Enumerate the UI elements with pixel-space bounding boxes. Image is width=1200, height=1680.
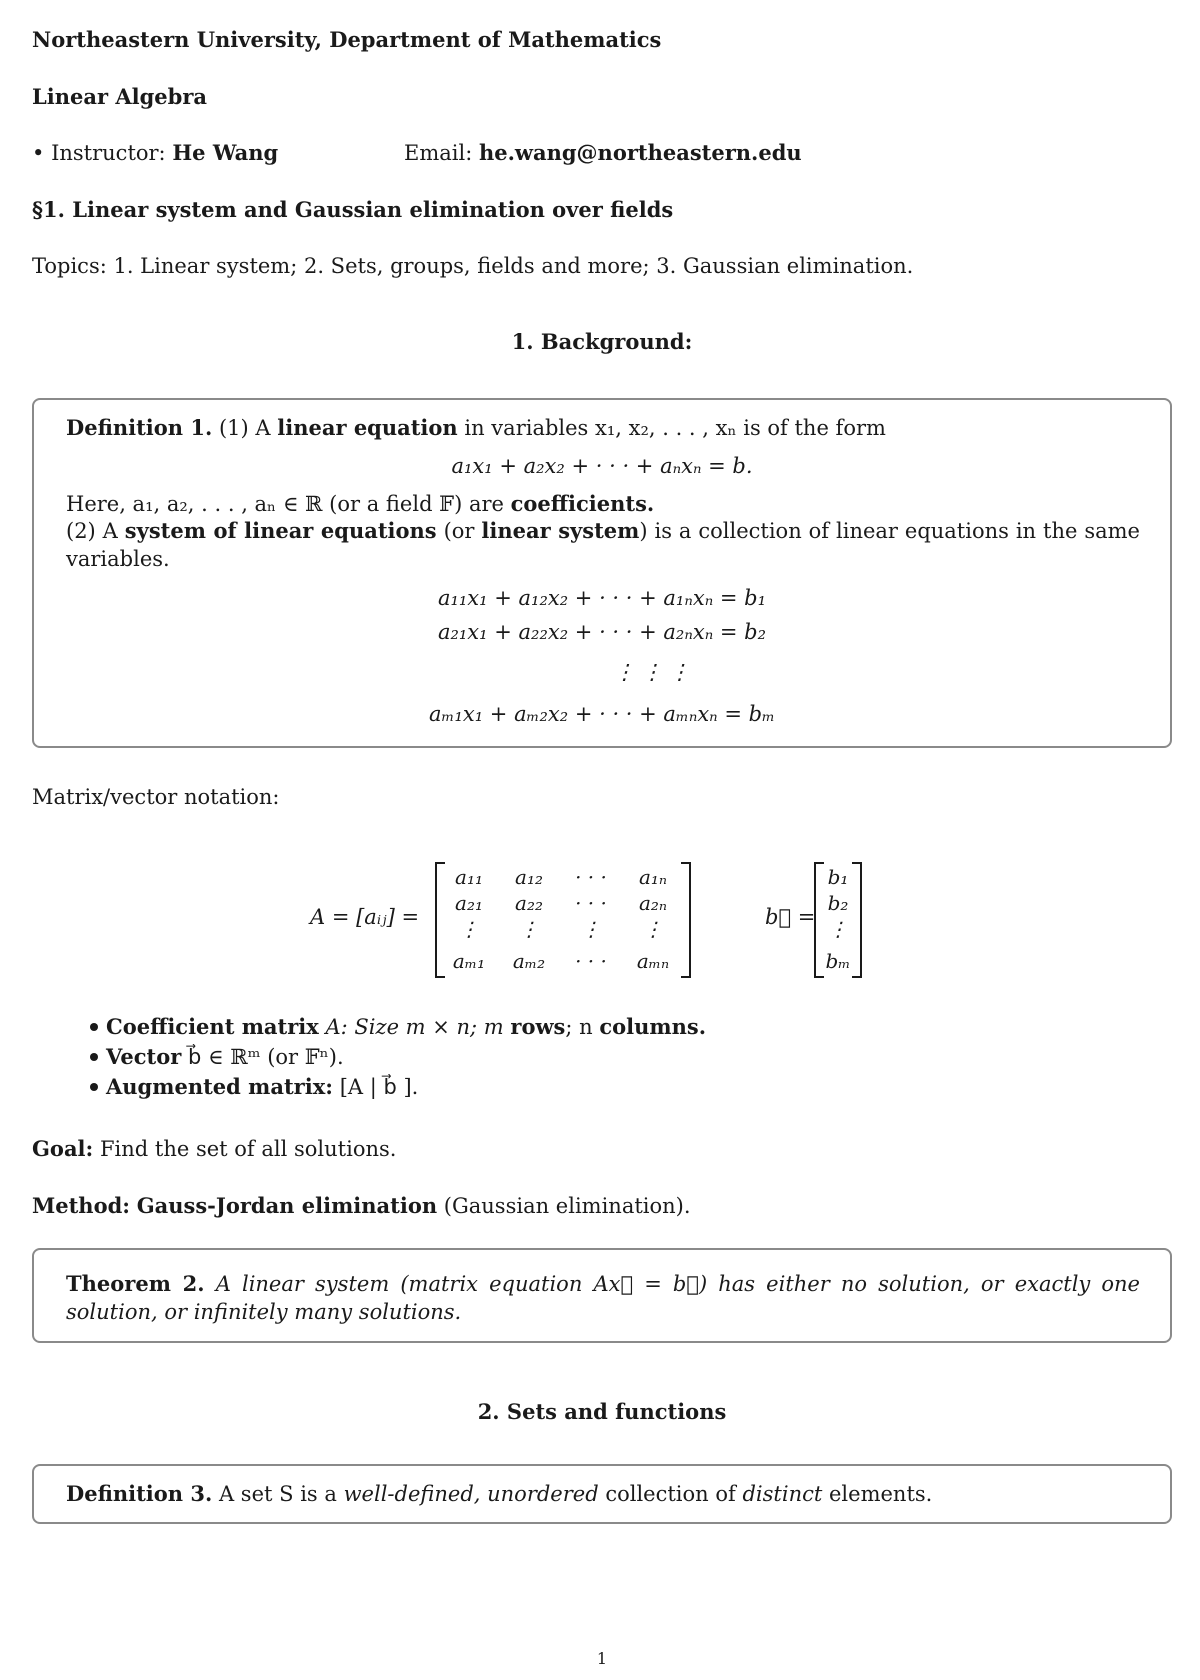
system-row-1: a₁₁x₁ + a₁₂x₂ + · · · + a₁ₙxₙ = b₁ bbox=[437, 586, 767, 610]
def1-text-b: in variables x₁, x₂, . . . , xₙ is of the form bbox=[464, 416, 886, 440]
bullet-text: ; n bbox=[565, 1015, 593, 1039]
def1-part2-a: (2) A bbox=[66, 519, 118, 543]
matrix-cell: ⋮ bbox=[519, 917, 539, 941]
bullet-coefficient-matrix bbox=[90, 1013, 706, 1041]
goal-line bbox=[32, 1135, 396, 1163]
topics-line: Topics: 1. Linear system; 2. Sets, groups, fields and more; 3. Gaussian elimination. bbox=[32, 254, 914, 278]
matrix-cell: ⋮ bbox=[581, 917, 601, 941]
background-heading: 1. Background: bbox=[511, 329, 693, 354]
bullet-augmented-matrix bbox=[90, 1073, 418, 1101]
document-page bbox=[32, 0, 1172, 1680]
bullet-term: rows bbox=[510, 1014, 566, 1039]
bullet-text: b⃗ ∈ ℝᵐ (or 𝔽ⁿ). bbox=[187, 1045, 344, 1069]
matrix-cell: a₂₂ bbox=[515, 891, 543, 915]
bullet-text: A: Size m × n; m bbox=[325, 1015, 504, 1039]
vector-b bbox=[814, 862, 862, 978]
method-label: Method: bbox=[32, 1193, 131, 1218]
notation-label: Matrix/vector notation: bbox=[32, 785, 280, 809]
email-line bbox=[404, 139, 802, 167]
instructor-line bbox=[32, 139, 278, 167]
email-label: Email: bbox=[404, 141, 473, 165]
matrix-cell: a₁₂ bbox=[515, 865, 543, 889]
def1-term-system: system of linear equations bbox=[124, 518, 437, 543]
theorem-2-text: A linear system (matrix equation Ax⃗ = b⃗) has either no solution, or exactly one solution, or infinitely many solutions. bbox=[66, 1272, 1140, 1325]
sets-heading: 2. Sets and functions bbox=[477, 1399, 727, 1424]
def1-text-a: (1) A bbox=[218, 416, 271, 440]
def1-part2-b: (or bbox=[443, 519, 475, 543]
instructor-label: Instructor: bbox=[51, 141, 166, 165]
bullet-vector bbox=[90, 1043, 344, 1071]
definition-3-label: Definition 3. bbox=[66, 1481, 213, 1506]
matrix-cell: aₘ₂ bbox=[512, 949, 546, 973]
matrix-cell: a₁ₙ bbox=[638, 865, 668, 889]
goal-text: Find the set of all solutions. bbox=[99, 1137, 397, 1161]
bullet-icon bbox=[90, 1083, 98, 1091]
system-row-m: aₘ₁x₁ + aₘ₂x₂ + · · · + aₘₙxₙ = bₘ bbox=[429, 702, 775, 726]
vector-b-lhs: b⃗ = bbox=[765, 905, 816, 929]
matrix-a-lhs: A = [aᵢⱼ] = bbox=[310, 905, 420, 929]
bullet-term: Coefficient matrix bbox=[106, 1014, 319, 1039]
def1-term-coefficients: coefficients. bbox=[510, 491, 655, 516]
def1-here-line bbox=[66, 490, 1140, 518]
vector-cell: bₘ bbox=[825, 949, 851, 973]
section-title: §1. Linear system and Gaussian elimination over fields bbox=[32, 197, 674, 222]
bullet-icon bbox=[90, 1023, 98, 1031]
def3-text-c: elements. bbox=[829, 1482, 933, 1506]
def3-emphasis-2: distinct bbox=[742, 1482, 823, 1506]
matrix-cell: aₘ₁ bbox=[452, 949, 486, 973]
matrix-cell: · · · bbox=[575, 865, 607, 889]
method-text: (Gaussian elimination). bbox=[443, 1194, 691, 1218]
instructor-name: He Wang bbox=[172, 140, 279, 165]
definition-3-box bbox=[32, 1464, 1172, 1524]
def1-here-text: Here, a₁, a₂, . . . , aₙ ∈ ℝ (or a field 𝔽) are bbox=[66, 492, 504, 516]
linear-equation-formula: a₁x₁ + a₂x₂ + · · · + aₙxₙ = b. bbox=[451, 454, 753, 478]
def3-text-a: A set S is a bbox=[218, 1482, 337, 1506]
method-line bbox=[32, 1192, 691, 1220]
bullet-term: Augmented matrix: bbox=[106, 1074, 333, 1099]
matrix-cell: · · · bbox=[575, 891, 607, 915]
def3-text-b: collection of bbox=[605, 1482, 736, 1506]
def3-emphasis-1: well-defined, unordered bbox=[343, 1482, 599, 1506]
bullet-icon: • bbox=[32, 141, 45, 165]
matrix-cell: ⋮ bbox=[459, 917, 479, 941]
bullet-icon bbox=[90, 1053, 98, 1061]
method-term: Gauss-Jordan elimination bbox=[136, 1193, 438, 1218]
matrix-cell: a₁₁ bbox=[455, 865, 483, 889]
definition-1-box bbox=[32, 398, 1172, 748]
vector-cell: ⋮ bbox=[828, 917, 848, 941]
page-number: 1 bbox=[596, 1649, 608, 1668]
definition-3-body bbox=[66, 1480, 1140, 1508]
matrix-cell: a₂ₙ bbox=[638, 891, 668, 915]
system-row-dots: ⋮ ⋮ ⋮ bbox=[613, 660, 691, 684]
matrix-cell: aₘₙ bbox=[636, 949, 670, 973]
def1-term-linear-equation: linear equation bbox=[277, 415, 458, 440]
university-title: Northeastern University, Department of Mathematics bbox=[32, 27, 662, 52]
email-link[interactable]: he.wang@northeastern.edu bbox=[478, 140, 802, 165]
matrix-cell: · · · bbox=[575, 949, 607, 973]
def1-part2-c: ) is a collection of linear equations in the same variables. bbox=[66, 519, 1140, 572]
matrix-cell: a₂₁ bbox=[455, 891, 483, 915]
def1-part2 bbox=[66, 517, 1140, 574]
theorem-2-box bbox=[32, 1248, 1172, 1343]
vector-cell: b₁ bbox=[827, 865, 849, 889]
system-row-2: a₂₁x₁ + a₂₂x₂ + · · · + a₂ₙxₙ = b₂ bbox=[437, 620, 767, 644]
definition-1-label: Definition 1. bbox=[66, 415, 213, 440]
theorem-2-body bbox=[66, 1270, 1140, 1327]
course-title: Linear Algebra bbox=[32, 84, 208, 109]
bullet-term: columns. bbox=[599, 1014, 707, 1039]
def1-term-linear-system: linear system bbox=[481, 518, 640, 543]
matrix-a bbox=[435, 862, 691, 978]
definition-1-part1 bbox=[66, 414, 1140, 442]
goal-label: Goal: bbox=[32, 1136, 94, 1161]
vector-cell: b₂ bbox=[827, 891, 849, 915]
bullet-text: [A | b⃗ ]. bbox=[339, 1075, 419, 1099]
theorem-2-label: Theorem 2. bbox=[66, 1271, 205, 1296]
matrix-cell: ⋮ bbox=[643, 917, 663, 941]
bullet-term: Vector bbox=[106, 1044, 182, 1069]
